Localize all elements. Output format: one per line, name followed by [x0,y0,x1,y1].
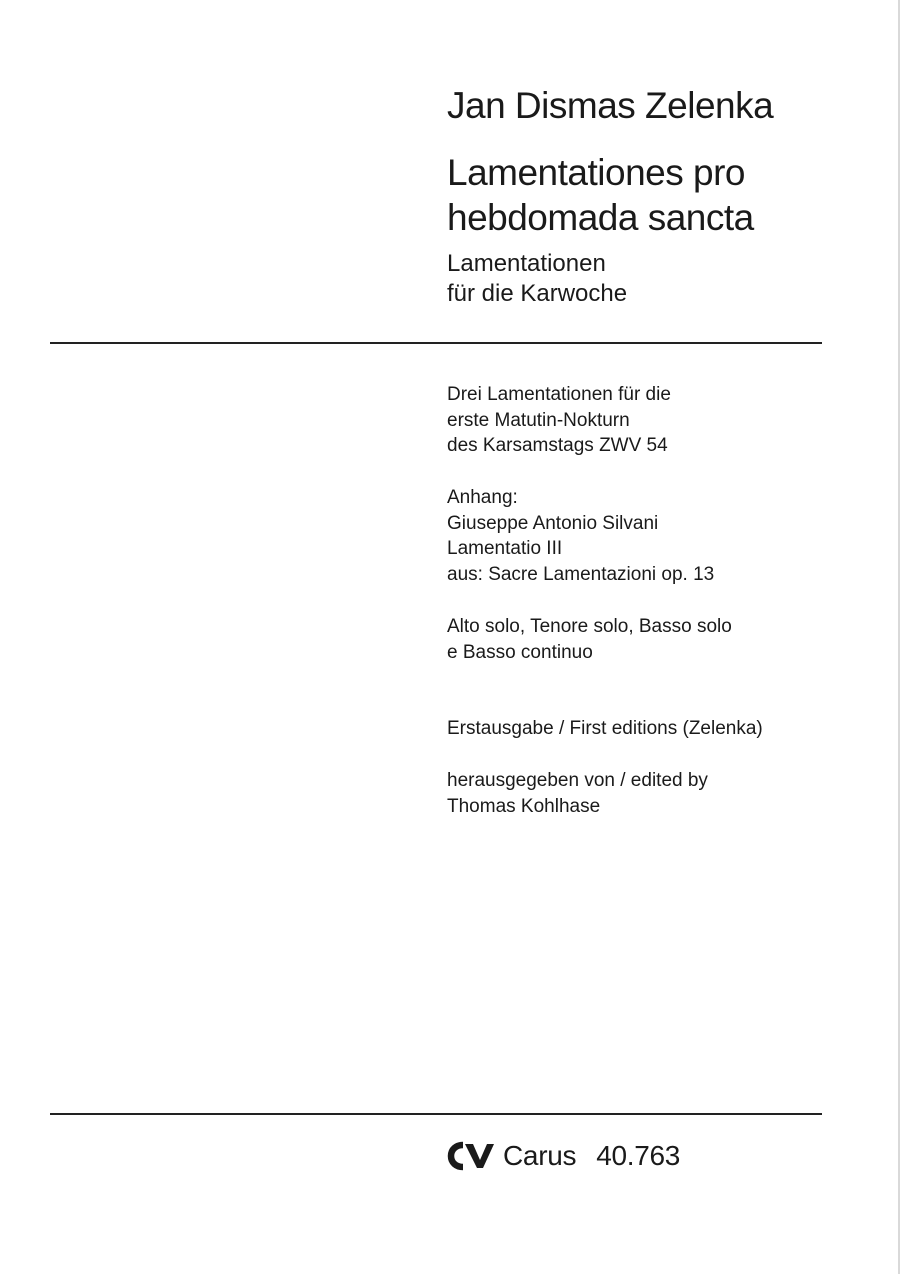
bottom-divider [50,1113,822,1115]
work-description-line: erste Matutin-Nokturn [447,409,630,431]
editor-name: Thomas Kohlhase [447,795,601,817]
appendix-line: Giuseppe Antonio Silvani [447,512,659,534]
work-subtitle-line: für die Karwoche [447,280,628,307]
publisher-imprint [447,1136,680,1176]
appendix-description [447,485,714,587]
carus-logo-icon [447,1141,495,1171]
scoring [447,614,732,665]
work-description-line: des Karsamstags ZWV 54 [447,435,668,456]
appendix-line: aus: Sacre Lamentazioni op. 13 [447,563,715,585]
editor-credit [447,768,708,819]
catalog-number: 40.763 [596,1140,681,1171]
appendix-line: Lamentatio III [447,538,563,559]
scoring-line: Alto solo, Tenore solo, Basso solo [447,616,732,637]
scoring-line: e Basso continuo [447,641,593,663]
work-description-line: Drei Lamentationen für die [447,384,671,405]
appendix-line: Anhang: [447,487,518,508]
editor-line: herausgegeben von / edited by [447,770,708,791]
edition-note [447,716,763,742]
top-divider [50,342,822,344]
work-title [447,150,754,240]
work-title-line: hebdomada sancta [447,197,754,238]
work-subtitle [447,249,627,309]
edition-line: Erstausgabe / First editions (Zelenka) [447,718,763,739]
publisher-name: Carus [503,1140,577,1171]
work-subtitle-line: Lamentationen [447,250,606,277]
work-title-line: Lamentationes pro [447,152,745,193]
work-description [447,382,671,459]
composer-name: Jan Dismas Zelenka [447,85,774,126]
